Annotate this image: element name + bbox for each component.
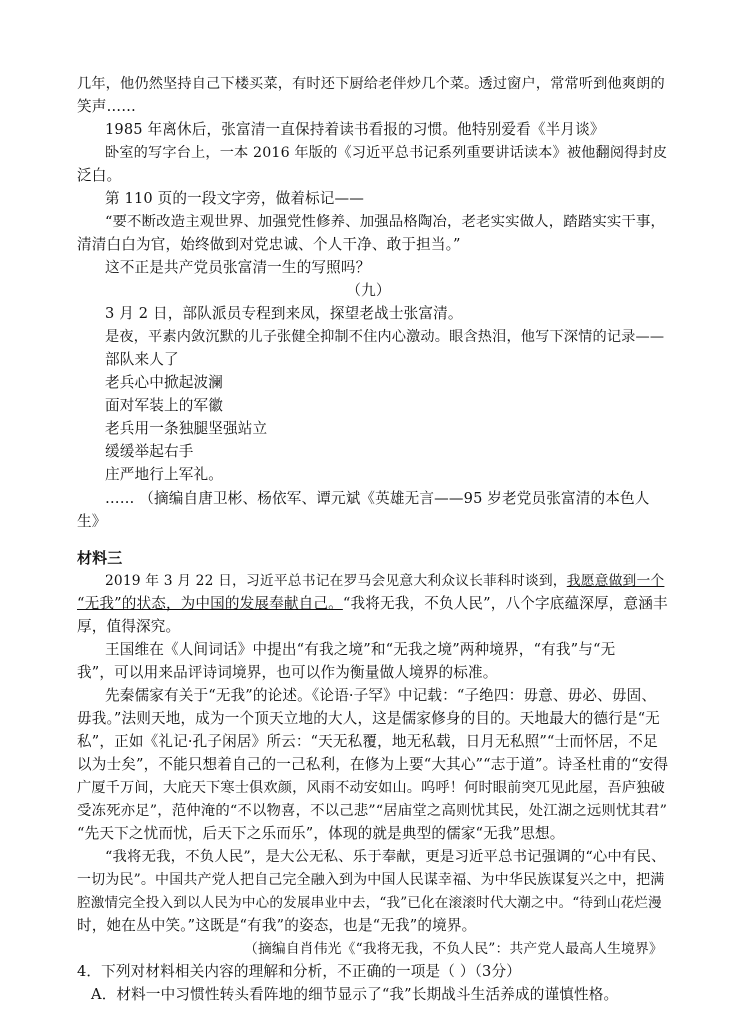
text-line: 这不正是共产党员张富清一生的写照吗？ [105,259,371,276]
text-line: 1985 年离休后，张富清一直保持着读书看报的习惯。他特别爱看《半月谈》 [105,121,605,138]
text-segment: 2019 年 3 月 22 日，习近平总书记在罗马会见意大利众议长菲科时谈到， [105,573,567,589]
section-heading: （九） [346,282,391,299]
text-line: 王国维在《人间词话》中提出“有我之境”和“无我之境”两种境界，“有我”与“无 [105,641,616,658]
question-stem: 4．下列对材料相关内容的理解和分析，不正确的一项是（ ）（3分） [77,963,521,980]
poem-line: 老兵心中掀起波澜 [105,374,223,391]
text-line [105,571,664,591]
text-line: 厚，值得深究。 [77,618,181,635]
text-line: 腔激情完全投入到以人民为中心的发展串业中去，“我”已化在滚滚时代大潮之中。“待到山花烂漫 [77,895,662,911]
text-line: 先秦儒家有关于“无我”的论述。《论语·子罕》中记载：“子绝四：毋意、毋必、毋固、 [105,687,657,704]
poem-line: 老兵用一条独腿坚强站立 [105,420,268,437]
underlined-text: 我愿意做到一个 [566,573,665,589]
text-line: 几年，他仍然坚持自己下楼买菜，有时还下厨给老伴炒几个菜。透过窗户，常常听到他爽朗的 [77,76,665,92]
text-line [77,594,668,614]
text-line: 私”，正如《礼记·孔子闲居》所云：“天无私覆，地无私载，日月无私照”“士而怀居，不足 [77,733,658,750]
text-segment: “我将无我，不负人民”，八个字底蕴深厚，意涵丰 [342,595,668,612]
material-heading: 材料三 [77,549,123,567]
source-line: …… （摘编自唐卫彬、杨依军、谭元斌《英雄无言——95 岁老党员张富清的本色人 [105,490,650,507]
quote-line: “要不断改造主观世界、加强党性修养、加强品格陶冶，老老实实做人，踏踏实实干事， [105,214,666,230]
text-line: 泛白。 [77,167,122,184]
text-line: 以为士矣”，不能只想着自己的一己私利，在修为上要“大其心”“志于道”。诗圣杜甫的“安得 [77,756,669,773]
text-line: 时，她在丛中笑。”这既是“有我”的姿态，也是“无我”的境界。 [77,917,477,934]
text-line: “先天下之忧而忧，后天下之乐而乐”，体现的就是典型的儒家“无我”思想。 [77,825,565,842]
source-line: 生》 [77,513,107,530]
text-line: 受冻死亦足”，范仲淹的“不以物喜，不以己悲”“居庙堂之高则忧其民，处江湖之远则忧其君” [77,803,668,819]
source-line: （摘编自肖伟光《“我将无我，不负人民”：共产党人最高人生境界》 [244,941,663,957]
text-line: 第 110 页的一段文字旁，做着标记—— [105,190,365,207]
text-line: “我将无我，不负人民”，是大公无私、乐于奉献，更是习近平总书记强调的“心中有民、 [105,849,666,865]
poem-line: 缓缓举起右手 [105,443,194,460]
text-line: 卧室的写字台上，一本 2016 年版的《习近平总书记系列重要讲话读本》被他翻阅得封皮 [105,145,668,161]
poem-line: 面对军装上的军徽 [105,397,223,414]
text-line: 是夜，平素内敛沉默的儿子张健全抑制不住内心激动。眼含热泪，他写下深情的记录—— [105,329,665,345]
underlined-text: “无我”的状态，为中国的发展奉献自己。 [77,595,343,612]
text-line: 3 月 2 日，部队派员专程到来凤，探望老战士张富清。 [105,305,463,322]
poem-line: 庄严地行上军礼。 [105,466,223,483]
text-line: 毋我。”法则天地，成为一个顶天立地的大人，这是儒家修身的目的。天地最大的德行是“无 [77,710,660,727]
question-option-a: A．材料一中习惯性转头看阵地的细节显示了“我”长期战斗生活养成的谨慎性格。 [91,986,619,1003]
text-line: 我”，可以用来品评诗词境界，也可以作为衡量做人境界的标准。 [77,664,498,681]
text-line: 广厦千万间，大庇天下寒士俱欢颜，风雨不动安如山。呜呼！何时眼前突兀见此屋，吾庐独破 [77,780,665,796]
text-line: 一切为民”。中国共产党人把自己完全融入到为中国人民谋幸福、为中华民族谋复兴之中，把满 [77,872,665,888]
text-line: 笑声…… [77,98,136,115]
quote-line: 清清白白为官，始终做到对党忠诚、个人干净、敢于担当。” [77,236,461,253]
poem-line: 部队来人了 [105,351,179,368]
